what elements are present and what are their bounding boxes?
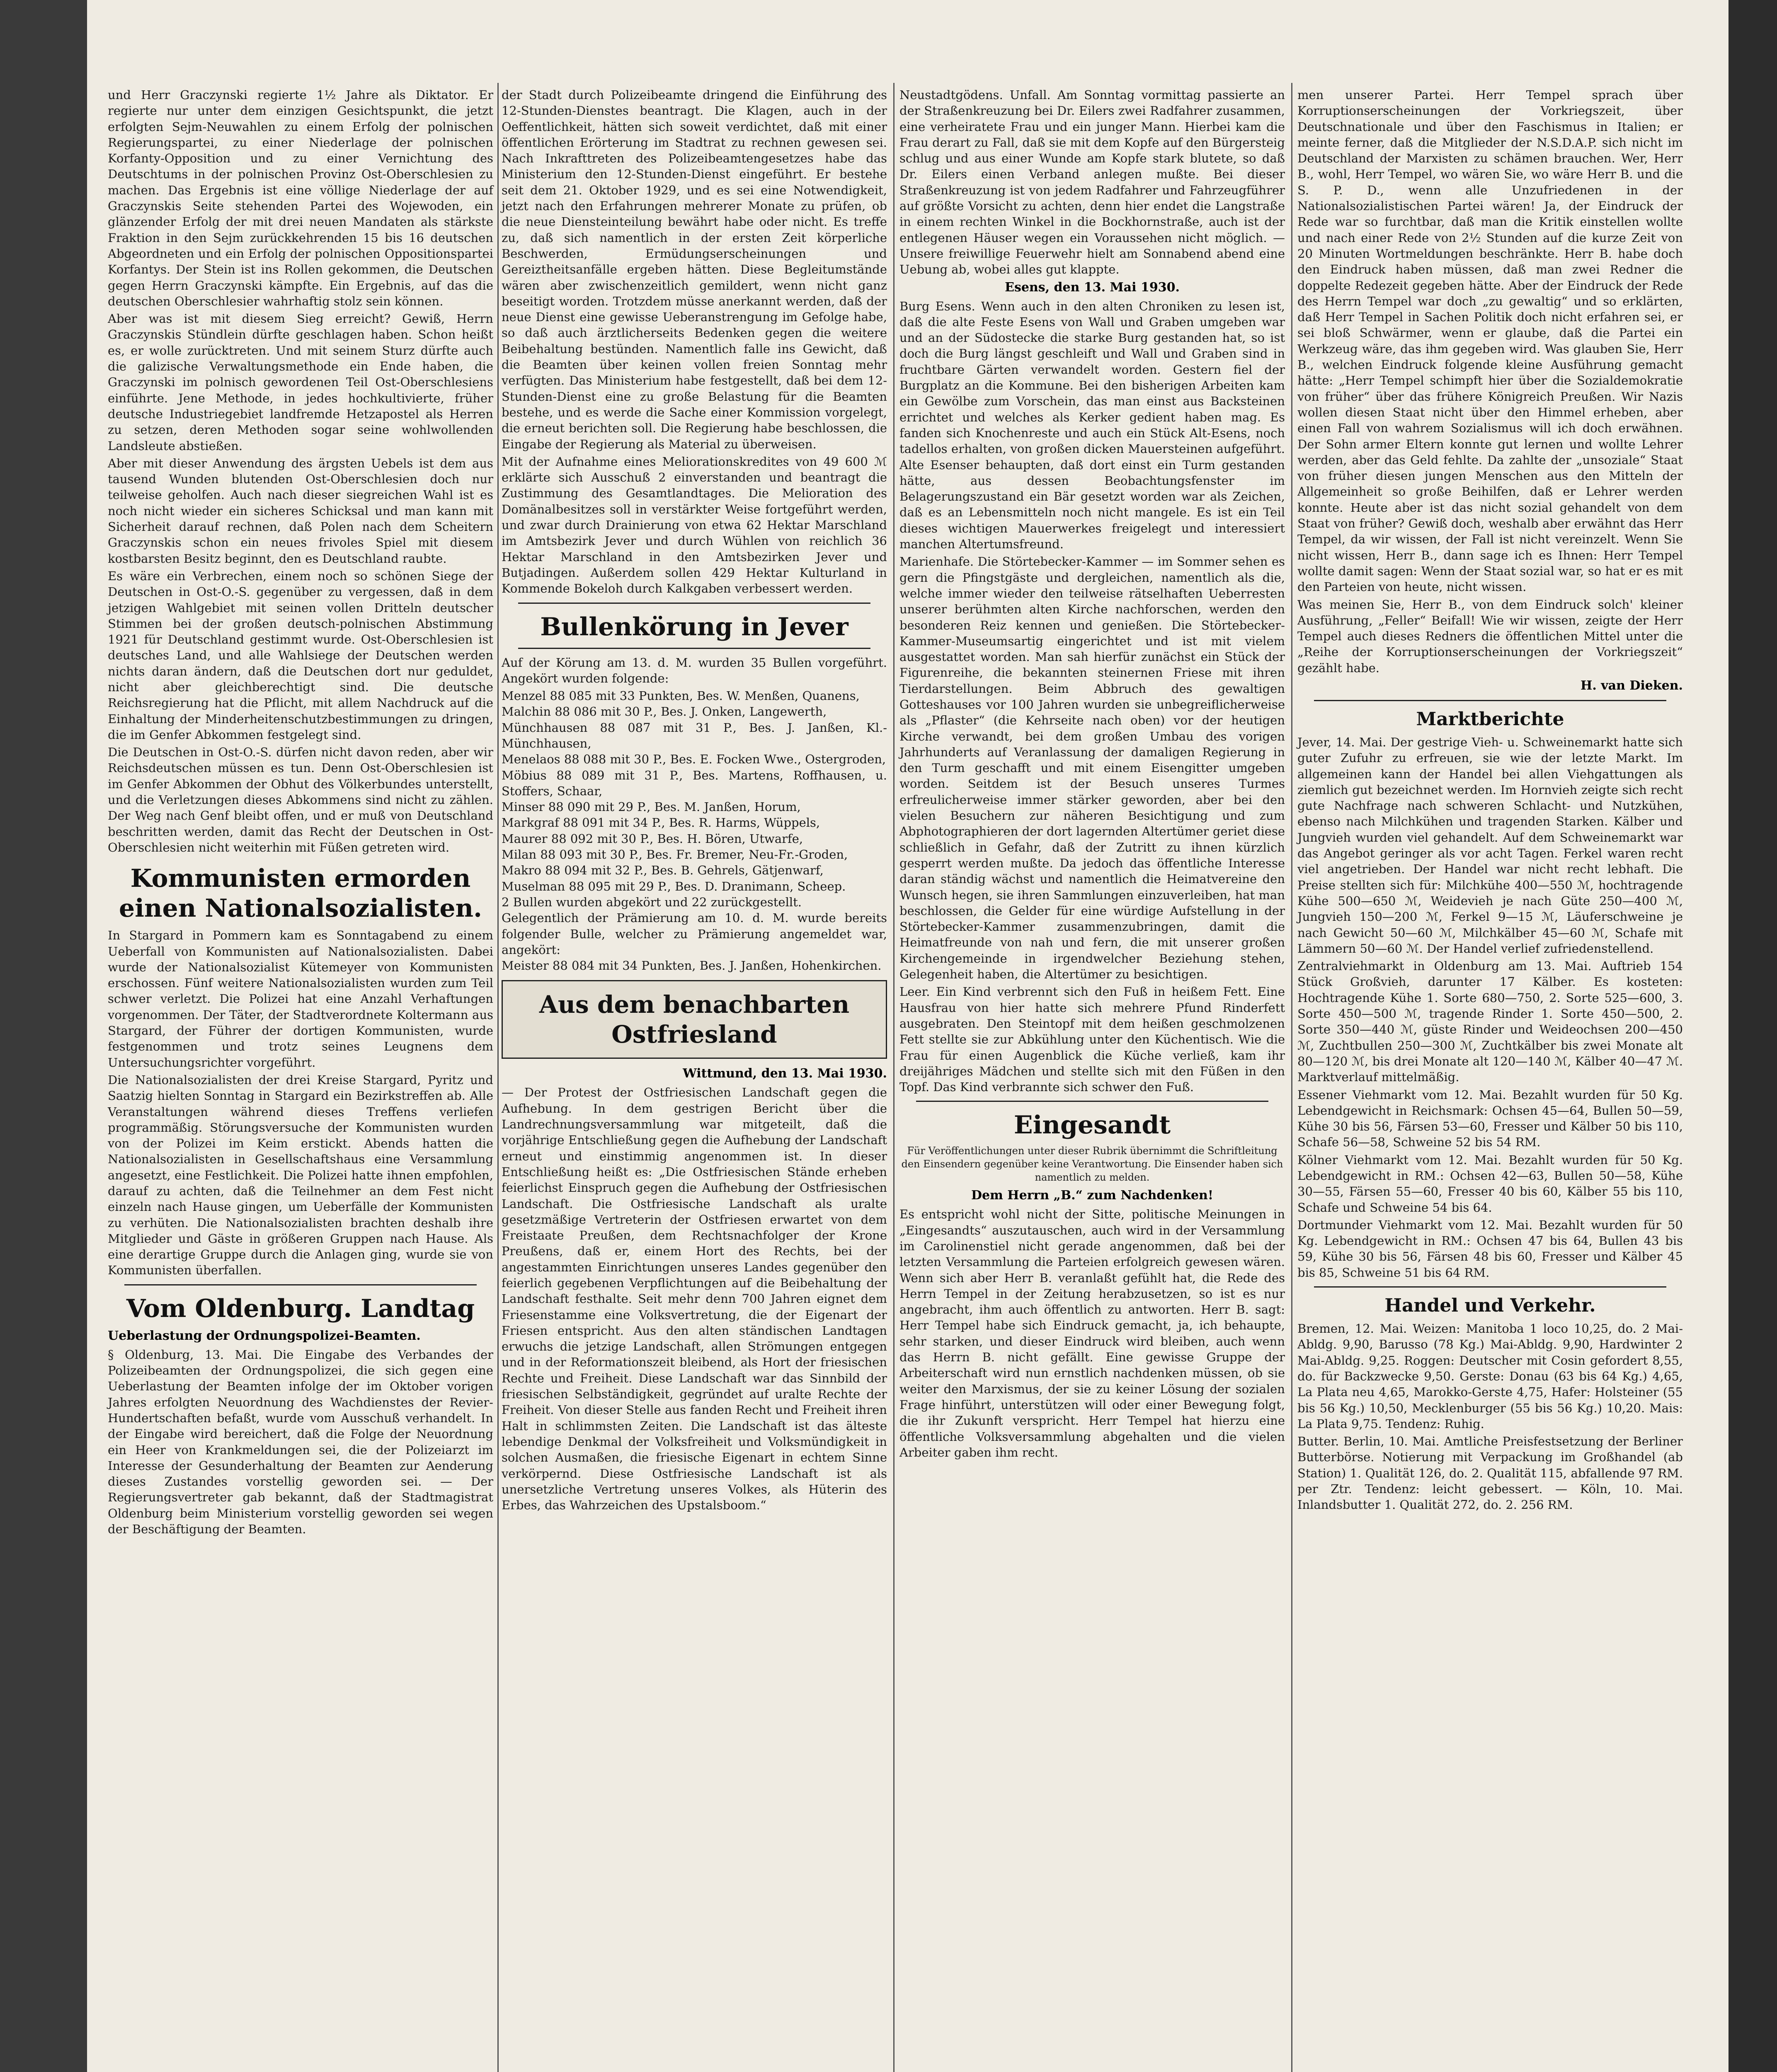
article-text: Leer. Ein Kind verbrennt sich den Fuß in heißem Fett. Eine Hausfrau von hier hatte sich mehrere Pfund Rinderfett ausgebraten. Den Steintopf mit dem heißen geschmolzenen Fett stellte sie zur Abkühlung unter den Küchentisch. Wie die Frau für einen Augenblick die Küche verließ, kam ihr dreijähriges Mädchen und stellte sich mit den Füßen in den Topf. Das Kind verbrannte sich schwer den Fuß. xyxy=(899,985,1289,1094)
article-text: Auf der Körung am 13. d. M. wurden 35 Bullen vorgeführt. Angekört wurden folgende: xyxy=(502,655,891,685)
article-text: § Oldenburg, 13. Mai. Die Eingabe des Verbandes der Polizeibeamten der Ordnungspolizei, die sich gegen eine Ueberlastung der Beamten infolge der im Oktober vorigen Jahres erfolgten Neuordnung des Wachdienstes der Revier-Hundertschaften befaßt, wurde vom Ausschuß verhandelt. In der Eingabe wird bereichert, daß die Folge der Neuordnung ein Heer von Krankmeldungen sei, die der Polizeiarzt im Interesse der Gesunderhaltung der Beamten zur Aenderung dieses Zustandes vorstellig geworden sei. — Der Regierungsvertreter gab bekannt, daß der Stadtmagistrat Oldenburg beim Ministerium vorstellig geworden sei wegen der Beschäftigung der Beamten. xyxy=(108,1347,497,1537)
article-text: Mit der Aufnahme eines Meliorationskredites von 49 600 ℳ erklärte sich Ausschuß 2 einverstanden und beantragt die Zustimmung des Gesamtlandtages. Die Melioration des Domänalbesitzes soll in verstärkter Weise fortgeführt werden, und zwar durch Drainierung von etwa 62 Hektar Marschland im Amtsbezirk Jever und durch Wühlen von reichlich 36 Hektar Marschland in den Amtsbezirken Jever und Butjadingen. Außerdem sollen 429 Hektar Kulturland in Kommende Bokeloh durch Kalkgaben verbessert werden. xyxy=(502,454,891,596)
headline-ostfriesland: Aus dem benachbarten Ostfriesland xyxy=(539,990,850,1049)
column-divider xyxy=(1291,83,1292,2072)
newspaper-page xyxy=(87,0,1729,2072)
article-text: Dortmunder Viehmarkt vom 12. Mai. Bezahlt wurden für 50 Kg. Lebendgewicht in RM.: Ochsen 47 bis 64, Bullen 43 bis 59, Kühe 30 bis 56, Färsen 48 bis 60, Fresser und Kälber 45 bis 85, Schweine 51 bis 64 RM. xyxy=(1297,1218,1687,1280)
column-3 xyxy=(899,87,1289,2072)
article-text: Aber mit dieser Anwendung des ärgsten Uebels ist dem aus tausend Wunden blutenden Ost-Oberschlesien doch nur teilweise geholfen. Auch nach dieser siegreichen Wahl ist es noch nicht wieder ein sicheres Schicksal und man kann mit Sicherheit darauf rechnen, daß Polen nach dem Scheitern Graczynskis schon ein neues frivoles Spiel mit diesem kostbarsten Besitz beginnt, den es Deutschland raubte. xyxy=(108,456,497,566)
dateline: Wittmund, den 13. Mai 1930. xyxy=(683,1066,887,1081)
headline-bullenkoerung: Bullenkörung in Jever xyxy=(540,612,848,641)
subheadline: Ueberlastung der Ordnungspolizei-Beamten. xyxy=(108,1328,421,1343)
separator xyxy=(1314,700,1666,701)
article-text: Marienhafe. Die Störtebecker-Kammer — im Sommer sehen es gern die Pfingstgäste und dergleichen, namentlich als die, welche immer wieder den teilweise rätselhaften Ueberresten unserer berühmten alten Kirche nachforschen, werden den besonderen Reiz kennen und genießen. Die Störtebecker-Kammer-Museumsartig eingerichtet und ist mit vielem ausgestattet worden. Man sah hierfür zunächst ein Stück der Figurenreihe, die bekannten steinernen Friese mit ihren Tierdarstellungen. Beim Abbruch des gewaltigen Gotteshauses vor 100 Jahren wurden sie unbegreiflicherweise als „Pflaster“ (die Kehrseite nach oben) vor der heutigen Kirche verwandt, bei dem großen Umbau des vorigen Jahrhunderts auf Veranlassung der damaligen Regierung in den Turm geschafft und mit einem Eisengitter umgeben worden. Seitdem ist der Besuch unseres Turmes erfreulicherweise immer stärker geworden, aber bei den vielen Besuchern zur näheren Besichtigung und zum Abphotographieren der dort lagernden Altertümer geriet diese schließlich in Gefahr, daß der Zutritt zu ihnen kürzlich gesperrt werden mußte. Da jedoch das öffentliche Interesse daran ständig wächst und namentlich die Heimatvereine den Wunsch hegen, sie ihren Sammlungen einzuverleiben, hat man beschlossen, die Gelder für eine würdige Aufstellung in der Störtebecker-Kammer zusammenzubringen, damit die Heimatfreunde von nah und fern, die mit unserer großen Kirchengemeinde in irgendwelcher Beziehung stehen, Gelegenheit haben, die Altertümer zu besichtigen. xyxy=(899,554,1289,982)
article-text: Die Nationalsozialisten der drei Kreise Stargard, Pyritz und Saatzig hielten Sonntag in Stargard ein Bezirkstreffen ab. Alle Veranstaltungen während dieses Treffens verliefen programmäßig. Störungsversuche der Kommunisten wurden von der Polizei im Keim erstickt. Abends hatten die Nationalsozialisten in Gesellschaftshaus eine Versammlung angesetzt, eine Festlichkeit. Die Polizei hatte ihnen empfohlen, darauf zu achten, daß die Teilnehmer an dem Fest nicht einzeln nach Hause gingen, um Ueberfälle der Kommunisten zu verhüten. Die Nationalsozialisten brachten deshalb ihre Mitglieder und Gäste in größeren Gruppen nach Hause. Als eine derartige Gruppe durch die Anlagen ging, wurde sie von Kommunisten überfallen. xyxy=(108,1072,497,1278)
article-text: men unserer Partei. Herr Tempel sprach über Korruptionserscheinungen der Vorkriegszeit, über Deutschnationale und über den Faschismus in Italien; er meinte ferner, daß die Mitglieder der N.S.D.A.P. sich nicht im Deutschland der Marxisten zu schämen brauchen. Wer, Herr B., wohl, Herr Tempel, wo wären Sie, wo wäre Herr B. und die S. P. D., wenn alle Unzufriedenen in der Nationalsozialistischen Partei wären! Ja, der Eindruck der Rede war so furchtbar, daß man die Kritik einstellen wollte und nach einer Rede von 2½ Stunden auf die kurze Zeit von 20 Minuten Wortmeldungen beschränkte. Herr B. habe doch den Eindruck haben müssen, daß man zwei Redner die doppelte Redezeit gegeben hätte. Aber der Eindruck der Rede des Herrn Tempel war doch „zu gewaltig“ und so erklärten, daß Herr Tempel in Sachen Politik doch nicht erfahren sei, er sei bloß Schwärmer, wenn er glaube, daß die Partei ein Werkzeug wäre, das ihm gegeben wird. Was glauben Sie, Herr B., welchen Eindruck folgende kleine Ausführung gemacht hätte: „Herr Tempel schimpft hier über die Sozialdemokratie von früher“ über das frühere Königreich Preußen. Wir Nazis wollen diesen Staat nicht über den Himmel erheben, aber einen Fall von wahrem Sozialismus will ich doch erwähnen. Der Sohn armer Eltern konnte gut lernen und wollte Lehrer werden, aber das Geld fehlte. Da zahlte der „unsoziale“ Staat von früher diesen jungen Menschen aus den Mitteln der Allgemeinheit so große Beihilfen, daß er Lehrer werden konnte. Heute aber ist das nicht sozial gehandelt von dem Staat von früher? Gewiß doch, weshalb aber erwähnt das Herr Tempel, da wir wissen, der Fall ist nicht vereinzelt. Wenn Sie nicht wissen, Herr B., dann sage ich es Ihnen: Herr Tempel wollte damit sagen: Wenn der Staat sozial war, so hat er es mit den Parteien von heute, nicht wissen. xyxy=(1297,88,1687,594)
separator xyxy=(518,648,870,649)
headline-kommunisten: Kommunisten ermorden einen Nationalsozialisten. xyxy=(119,864,482,923)
column-1 xyxy=(108,87,497,2072)
bullen-list: Menzel 88 085 mit 33 Punkten, Bes. W. Menßen, Quanens, Malchin 88 086 mit 30 P., Bes. J. Onken, Langewerth, Münchhausen 88 087 mit 31 P., Bes. J. Janßen, Kl.-Münchhausen, Menelaos 88 088 mit 30 P., Bes. E. Focken Wwe., Ostergroden, Möbius 88 089 mit 31 P., Bes. Martens, Roffhausen, u. Stoffers, Schaar, Minser 88 090 mit 29 P., Bes. M. Janßen, Horum, Markgraf 88 091 mit 34 P., Bes. R. Harms, Wüppels, Maurer 88 092 mit 30 P., Bes. H. Bören, Utwarfe, Milan 88 093 mit 30 P., Bes. Fr. Bremer, Neu-Fr.-Groden, Makro 88 094 mit 32 P., Bes. B. Gehrels, Gätjenwarf, Muselman 88 095 mit 29 P., Bes. D. Dranimann, Scheep. 2 Bullen wurden abgekört und 22 zurückgestellt. Gelegentlich der Prämierung am 10. d. M. wurde bereits folgender Bulle, welcher zu Prämierung angemeldet war, angekört: Meister 88 084 mit 34 Punkten, Bes. J. Janßen, Hohenkirchen. xyxy=(502,689,887,973)
scan-border xyxy=(1729,0,1777,2072)
article-text: der Stadt durch Polizeibeamte dringend die Einführung des 12-Stunden-Dienstes beantragt. Die Klagen, auch in der Oeffentlichkeit, hätten sich soweit verdichtet, daß mit einer öffentlichen Erörterung im Stadtrat zu rechnen gewesen sei. Nach Inkrafttreten des Polizeibeamtengesetzes habe das Ministerium den 12-Stunden-Dienst eingeführt. Er bestehe seit dem 21. Oktober 1929, und es sei eine Notwendigkeit, jetzt nach den Erfahrungen mehrerer Monate zu prüfen, ob die neue Diensteinteilung bewährt habe oder nicht. Es treffe zu, daß sich namentlich in der ersten Zeit körperliche Beschwerden, Ermüdungserscheinungen und Gereiztheitsanfälle ergeben hätten. Diese Begleitumstände wären aber zwischenzeitlich gemildert, wenn nicht ganz beseitigt worden. Trotzdem müsse anerkannt werden, daß der neue Dienst eine gewisse Ueberanstrengung im Gefolge habe, so daß auch ärztlicherseits Bedenken gegen die weitere Beibehaltung bestünden. Namentlich falle ins Gewicht, daß die Beamten über keinen vollen freien Sonntag mehr verfügten. Das Ministerium habe festgestellt, daß bei dem 12-Stunden-Dienst eine zu große Belastung für die Beamten bestehe, und es werde die Sache einer Kommission vorgelegt, die erneut berichten soll. Die Regierung habe beschlossen, die Eingabe der Regierung als Material zu überweisen. xyxy=(502,88,891,451)
article-text: Es wäre ein Verbrechen, einem noch so schönen Siege der Deutschen in Ost-O.-S. gegenüber zu vergessen, daß in dem jetzigen Wahlgebiet mit seinen vollen Dritteln deutscher Stimmen bei der großen deutsch-polnischen Abstimmung 1921 für Deutschland gestimmt wurde. Ost-Oberschlesien ist deutsches Land, und alle Wahlsiege der Deutschen werden nichts daran ändern, daß die Deutschen dort nur geduldet, nicht aber gleichberechtigt sind. Die deutsche Reichsregierung hat die Pflicht, mit allem Nachdruck auf die Einhaltung der Minderheitenschutzbestimmungen zu dringen, die im Genfer Abkommen festgelegt sind. xyxy=(108,569,497,742)
article-text: Zentralviehmarkt in Oldenburg am 13. Mai. Auftrieb 154 Stück Großvieh, darunter 17 Kälber. Es kosteten: Hochtragende Kühe 1. Sorte 680—750, 2. Sorte 525—600, 3. Sorte 450—500 ℳ, tragende Rinder 1. Sorte 450—500, 2. Sorte 350—440 ℳ, güste Rinder und Weideochsen 200—450 ℳ, Zuchtbullen 250—300 ℳ, Zuchtkälber bis zwei Monate alt 80—120 ℳ, bis drei Monate alt 120—140 ℳ, Kälber 40—47 ℳ. Marktverlauf mittelmäßig. xyxy=(1297,959,1687,1084)
article-text: Burg Esens. Wenn auch in den alten Chroniken zu lesen ist, daß die alte Feste Esens von Wall und Graben umgeben war und an der Südostecke die starke Burg gestanden hat, so ist doch die Burg längst geschleift und Wall und Graben sind in fruchtbare Gärten verwandelt worden. Gestern fiel der Burgplatz an die Kommune. Bei den bisherigen Arbeiten kam ein Gewölbe zum Vorschein, das man einst aus Backsteinen errichtet und welches als Kerker gedient haben mag. Es fanden sich Knochenreste und auch ein Stück Alt-Esens, noch tadellos erhalten, von großen dicken Mauersteinen aufgeführt. Alte Esenser behaupten, daß dort einst ein Turm gestanden hätte, aus dessen Beobachtungsfenster im Belagerungszustand ein Bär gesetzt worden war als Zeichen, daß es an Lebensmitteln noch nicht mangele. Es ist ein Teil dieses wichtigen Mauerwerkes freigelegt und interessiert manchen Altertumsfreund. xyxy=(899,299,1289,552)
separator xyxy=(124,1284,477,1285)
column-divider xyxy=(893,83,895,2072)
article-text: In Stargard in Pommern kam es Sonntagabend zu einem Ueberfall von Kommunisten auf Nationalsozialisten. Dabei wurde der Nationalsozialist Kütemeyer von Kommunisten erschossen. Fünf weitere Nationalsozialisten wurden zum Teil schwer verletzt. Die Polizei hat eine Anzahl Verhaftungen vorgenommen. Der Täter, der Stadtverordnete Koltermann aus Stargard, der Führer der dortigen Kommunisten, wurde festgenommen und trotz seines Leugnens dem Untersuchungsrichter vorgeführt. xyxy=(108,928,497,1070)
separator xyxy=(916,1101,1268,1102)
column-divider xyxy=(497,83,499,2072)
dateline: Esens, den 13. Mai 1930. xyxy=(1005,280,1180,295)
article-text: Es entspricht wohl nicht der Sitte, politische Meinungen in „Eingesandts“ auszutauschen, auch wird in der Versammlung im Carolinenstiel nicht gerade angenommen, daß bei der letzten Versammlung die Parteien erfolgreich gewesen wären. Wenn sich aber Herr B. veranlaßt gefühlt hat, die Rede des Herrn Tempel in der Zeitung herabzusetzen, so ist es nur angebracht, ihm auch öffentlich zu antworten. Herr B. sagt: Herr Tempel habe sich Eindruck gemacht, ja, ich behaupte, sehr starken, und dieser Eindruck wird bleiben, auch wenn das Herrn B. nicht gefällt. Eine gewisse Gruppe der Arbeiterschaft wird nun ernstlich nachdenken müssen, ob sie weiter den Marxismus, der sie zu keiner Lösung der sozialen Frage hinführt, unterstützen will oder einer Bewegung folgt, die ihr Zukunft verspricht. Herr Tempel hat hierzu eine öffentliche Volksversammlung abgehalten und die vielen Arbeiter gaben ihm recht. xyxy=(899,1207,1289,1460)
article-text: Essener Viehmarkt vom 12. Mai. Bezahlt wurden für 50 Kg. Lebendgewicht in Reichsmark: Ochsen 45—64, Bullen 50—59, Kühe 30 bis 56, Färsen 53—60, Fresser und Kälber 50 bis 110, Schafe 56—58, Schweine 52 bis 54 RM. xyxy=(1297,1087,1687,1150)
subheadline: Dem Herrn „B.“ zum Nachdenken! xyxy=(971,1188,1214,1203)
article-text: Was meinen Sie, Herr B., von dem Eindruck solch' kleiner Ausführung, „Feller“ Beifall! Wie wir wissen, zeigte der Herr Tempel auch dieses Redners die öffentlichen Mittel unter die „Reihe der Korruptionserscheinungen der Vorkriegszeit“ gezählt habe. xyxy=(1297,597,1687,675)
section-box xyxy=(502,980,887,1059)
article-text: Kölner Viehmarkt vom 12. Mai. Bezahlt wurden für 50 Kg. Lebendgewicht in RM.: Ochsen 42—63, Bullen 50—58, Kühe 30—55, Färsen 55—60, Fresser 40 bis 60, Kälber 55 bis 110, Schafe und Schweine 54 bis 64. xyxy=(1297,1152,1687,1215)
disclaimer-note: Für Veröffentlichungen unter dieser Rubrik übernimmt die Schriftleitung den Einsendern gegenüber keine Verantwortung. Die Einsender haben sich namentlich zu melden. xyxy=(901,1145,1283,1184)
headline-eingesandt: Eingesandt xyxy=(1013,1111,1171,1140)
column-4 xyxy=(1297,87,1687,2072)
article-text: Jever, 14. Mai. Der gestrige Vieh- u. Schweinemarkt hatte sich guter Zufuhr zu erfreuen, sie wie der letzte Markt. Im allgemeinen kann der Handel bei allen Viehgattungen als ziemlich gut bezeichnet werden. Im Hornvieh zeigte sich recht gute Nachfrage nach schweren Schlacht- und Nutzkühen, ebenso nach Milchkühen und tragenden Starken. Kälber und Jungvieh wurden viel gehandelt. Auf dem Schweinemarkt war das Angebot geringer als vor acht Tagen. Ferkel waren recht viel angetrieben. Der Handel war nicht recht lebhaft. Die Preise stellten sich für: Milchkühe 400—550 ℳ, hochtragende Kühe 500—650 ℳ, Weidevieh je nach Güte 250—400 ℳ, Jungvieh 150—200 ℳ, Ferkel 9—15 ℳ, Läuferschweine je nach Gewicht 50—60 ℳ, Milchkälber 45—60 ℳ, Schafe mit Lämmern 50—60 ℳ. Der Handel verlief zufriedenstellend. xyxy=(1297,735,1687,956)
separator xyxy=(518,603,870,604)
article-text: Die Deutschen in Ost-O.-S. dürfen nicht davon reden, aber wir Reichsdeutschen müssen es tun. Denn Ost-Oberschlesien ist im Genfer Abkommen der Obhut des Völkerbundes unterstellt, und die Verletzungen dieses Abkommens sind nicht zu zählen. Der Weg nach Genf bleibt offen, und er muß von Deutschland beschritten werden, damit das Recht der Deutschen in Ost-Oberschlesien nicht weiterhin mit Füßen getreten wird. xyxy=(108,745,497,854)
article-text: Bremen, 12. Mai. Weizen: Manitoba 1 loco 10,25, do. 2 Mai-Abldg. 9,90, Barusso (78 Kg.) Mai-Abldg. 9,90, Hardwinter 2 Mai-Abldg. 9,25. Roggen: Deutscher mit Cosin gefordert 8,55, do. für Backzwecke 9,50. Gerste: Donau (63 bis 64 Kg.) 4,65, La Plata neu 4,65, Marokko-Gerste 4,75, Hafer: Holsteiner (55 bis 56 Kg.) 10,50, Mecklenburger (55 bis 56 Kg.) 10,20. Mais: La Plata 9,75. Tendenz: Ruhig. xyxy=(1297,1322,1687,1431)
article-text: und Herr Graczynski regierte 1½ Jahre als Diktator. Er regierte nur unter dem einzigen Gesichtspunkt, die jetzt erfolgten Sejm-Neuwahlen zu einem Erfolg der polnischen Regierungspartei, zu einer Niederlage der polnischen Korfanty-Opposition und zu einer Vernichtung des Deutschtums in der polnischen Provinz Ost-Oberschlesien zu machen. Das Ergebnis ist eine völlige Niederlage der auf Graczynskis Seite stehenden Partei des Wojewoden, ein glänzender Erfolg der mit drei neuen Mandaten als stärkste Fraktion in den Sejm zurückkehrenden 15 bis 16 deutschen Abgeordneten und ein Erfolg der polnischen Oppositionspartei Korfantys. Der Stein ist ins Rollen gekommen, die Deutschen gegen Herrn Graczynski kämpfte. Ein Ergebnis, auf das die deutschen Oberschlesier wahrhaftig stolz sein können. xyxy=(108,88,497,308)
separator xyxy=(1314,1286,1666,1288)
headline-landtag: Vom Oldenburg. Landtag xyxy=(126,1294,475,1323)
article-text: Aber was ist mit diesem Sieg erreicht? Gewiß, Herrn Graczynskis Stündlein dürfte geschlagen haben. Schon heißt es, er wolle zurücktreten. Und mit seinem Sturz dürfte auch die galizische Verwaltungsmethode ein Ende haben, die Graczynski im polnisch gewordenen Teil Ost-Oberschlesiens einführte. Jene Methode, in jedes hochkultivierte, früher deutsche Industriegebiet landfremde Hetzapostel als Herren zu setzen, deren Methoden sogar seine wohlwollenden Landsleute abstießen. xyxy=(108,312,497,453)
article-text: Neustadtgödens. Unfall. Am Sonntag vormittag passierte an der Straßenkreuzung bei Dr. Eilers zwei Radfahrer zusammen, eine verheiratete Frau und ein junger Mann. Hierbei kam die Frau derart zu Fall, daß sie mit dem Kopfe auf den Bürgersteig schlug und aus einer Wunde am Kopfe stark blutete, so daß Dr. Eilers einen Verband anlegen mußte. Bei dieser Straßenkreuzung ist von jedem Radfahrer und Fahrzeugführer auf größte Vorsicht zu achten, denn hier endet die Langstraße in einem rechten Winkel in die Bockhornstraße, auch ist der entlegenen Häuser wegen ein Voraussehen nicht möglich. — Unsere freiwillige Feuerwehr hielt am Sonnabend abend eine Uebung ab, wobei alles gut klappte. xyxy=(899,88,1289,277)
column-2 xyxy=(502,87,891,2072)
headline-handel: Handel und Verkehr. xyxy=(1384,1295,1596,1317)
signature: H. van Dieken. xyxy=(1581,678,1683,693)
headline-marktberichte: Marktberichte xyxy=(1416,708,1564,730)
article-text: — Der Protest der Ostfriesischen Landschaft gegen die Aufhebung. In dem gestrigen Bericht über die Landrechnungsversammlung war mitgeteilt, daß die vorjährige Entschließung gegen die Aufhebung der Landschaft erneut und einstimmig angenommen ist. In dieser Entschließung heißt es: „Die Ostfriesischen Stände erheben feierlichst Einspruch gegen die Aufhebung der Ostfriesischen Landschaft. Die Ostfriesische Landschaft als uralte gesetzmäßige Vertreterin der Ostfriesen erwartet von dem Freistaate Preußen, dem Rechtsnachfolger der Krone Preußens, daß er, einem Hort des Rechts, bei der angestammten Einrichtungen unseres Landes gegenüber den feierlich gegebenen Verpflichtungen auf die Beibehaltung der Landschaft festhalte. Seit mehr denn 700 Jahren eignet dem Friesenstamme eine Volksvertretung, die der Eigenart der Friesen entspricht. Aus den alten ständischen Landtagen erwuchs die jetzige Landschaft, allen Strömungen entgegen und in der Reformationszeit bleibend, als Hort der friesischen Rechte und Freiheit. Diese Landschaft war das Sinnbild der friesischen Selbständigkeit, gegründet auf uralte Rechte der Freiheit. Von dieser Stelle aus fanden Recht und Freiheit ihren Halt in schlimmsten Zeiten. Die Landschaft ist das älteste lebendige Denkmal der Volksfreiheit und Volksmündigkeit in solchen Ausmaßen, die friesische Eigenart in echtem Sinne verkörpernd. Diese Ostfriesische Landschaft ist als unersetzliche Vertretung unseres Volkes, als Hüterin des Erbes, das Wahrzeichen des Upstalsboom.“ xyxy=(502,1085,891,1513)
article-text: Butter. Berlin, 10. Mai. Amtliche Preisfestsetzung der Berliner Butterbörse. Notierung mit Verpackung im Großhandel (ab Station) 1. Qualität 126, do. 2. Qualität 115, abfallende 97 RM. per Ztr. Tendenz: leicht gebessert. — Köln, 10. Mai. Inlandsbutter 1. Qualität 272, do. 2. 256 RM. xyxy=(1297,1434,1687,1512)
